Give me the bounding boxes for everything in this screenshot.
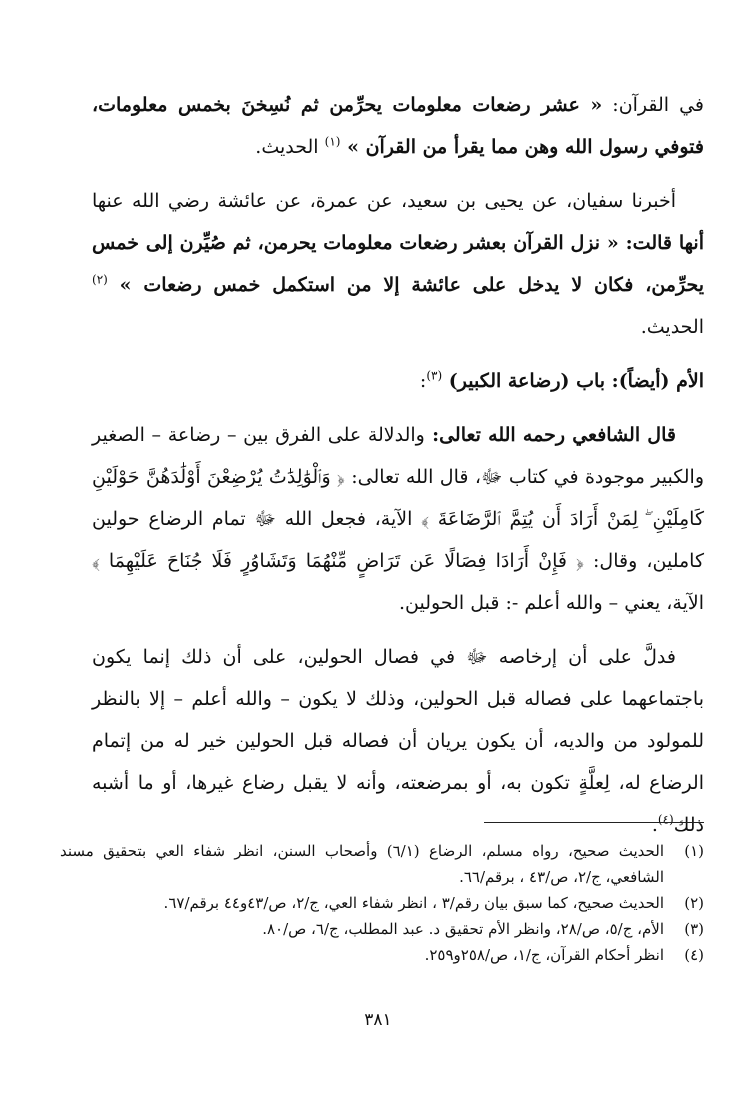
- paragraph-4-speaker: قال الشافعي رحمه الله تعالى:: [424, 424, 676, 446]
- footnote-ref-4[interactable]: (٤): [657, 812, 674, 827]
- paragraph-4-middle: الآية، فجعل الله ﷻ تمام الرضاع حولين كاملين، وقال:: [92, 508, 704, 572]
- footnote-4: [60, 942, 704, 968]
- paragraph-2-end: الحديث.: [640, 316, 704, 338]
- footnote-ref-2[interactable]: (٢): [92, 272, 108, 287]
- paragraph-1-end: الحديث.: [255, 136, 325, 158]
- footnote-3: [60, 916, 704, 942]
- footnote-number: (٣): [684, 920, 704, 938]
- section-heading-colon: :: [419, 370, 427, 392]
- main-text-body: [92, 84, 704, 858]
- footnote-text: الأم، ج/٥، ص/٢٨، وانظر الأم تحقيق د. عبد المطلب، ج/٦، ص/٨٠.: [262, 920, 664, 938]
- paragraph-5-text: فدلَّ على أن إرخاصه ﷻ في فصال الحولين، على أن ذلك إنما يكون باجتماعهما على فصاله قبل الحولين، وذلك لا يكون – والله أعلم – إلا بالنظر للمولود من والديه، أن يكون يريان أن فصاله قبل الحولين خير له من إتمام الرضاع له، لِعلَّةٍ تكون به، أو بمرضعته، وأنه لا يقبل رضاع غيرها، أو ما أشبه ذلك: [92, 646, 704, 836]
- paragraph-1-intro: في القرآن:: [602, 94, 704, 116]
- footnote-ref-1[interactable]: (١): [324, 134, 341, 149]
- footnote-text: الحديث صحيح، رواه مسلم، الرضاع (٦/١) وأصحاب السنن، انظر شفاء العي بتحقيق مسند الشافعي، ج/٢، ص/٤٣ ، برقم/٦٦.: [60, 842, 664, 886]
- footnote-number: (٢): [684, 894, 704, 912]
- paragraph-5: [92, 636, 704, 846]
- paragraph-2-intro: أخبرنا سفيان، عن يحيى بن سعيد، عن عمرة، عن عائشة رضي الله عنها: [92, 190, 676, 212]
- paragraph-1: [92, 84, 704, 168]
- paragraph-4: [92, 414, 704, 624]
- footnote-text: انظر أحكام القرآن، ج/١، ص/٢٥٨و٢٥٩.: [424, 946, 664, 964]
- paragraph-2: [92, 180, 704, 348]
- section-heading: الأم (أيضاً): باب (رضاعة الكبير): [442, 370, 704, 392]
- paragraph-4-text: والدلالة على الفرق بين – رضاعة – الصغير والكبير موجودة في كتاب ﷻ، قال الله تعالى:: [92, 424, 704, 488]
- paragraph-3-heading: [92, 360, 704, 402]
- footnote-ref-3[interactable]: (٣): [426, 368, 443, 383]
- footnote-number: (٤): [684, 946, 704, 964]
- paragraph-2-quote: أنها قالت: « نزل القرآن بعشر رضعات معلومات يحرمن، ثم صُيِّرن إلى خمس يحرِّمن، فكان لا يدخل على عائشة إلا من استكمل خمس رضعات »: [92, 232, 704, 296]
- paragraph-5-end: .: [651, 814, 658, 836]
- quran-verse-1: ﴿ وَٱلْوَٰلِدَٰتُ يُرْضِعْنَ أَوْلَٰدَهُنَّ حَوْلَيْنِ كَامِلَيْنِ ۖ لِمَنْ أَرَادَ أَن يُتِمَّ ٱلرَّضَاعَةَ ﴾: [92, 466, 705, 530]
- footnote-divider: [484, 822, 704, 823]
- paragraph-4-end: الآية، يعني – والله أعلم -: قبل الحولين.: [399, 592, 704, 614]
- footnotes-section: [60, 838, 704, 968]
- footnote-1: [60, 838, 704, 890]
- footnote-text: الحديث صحيح، كما سبق بيان رقم/٣ ، انظر شفاء العي، ج/٢، ص/٤٣و٤٤ برقم/٦٧.: [163, 894, 664, 912]
- page-number: ٣٨١: [364, 1010, 392, 1030]
- footnote-number: (١): [684, 842, 704, 860]
- footnote-2: [60, 890, 704, 916]
- paragraph-1-quote: « عشر رضعات معلومات يحرِّمن ثم نُسِخنَ بخمس معلومات، فتوفي رسول الله وهن مما يقرأ من القرآن »: [92, 94, 704, 158]
- quran-verse-2: ﴿ فَإِنْ أَرَادَا فِصَالًا عَن تَرَاضٍ مِّنْهُمَا وَتَشَاوُرٍ فَلَا جُنَاحَ عَلَيْهِمَا ﴾: [92, 550, 584, 572]
